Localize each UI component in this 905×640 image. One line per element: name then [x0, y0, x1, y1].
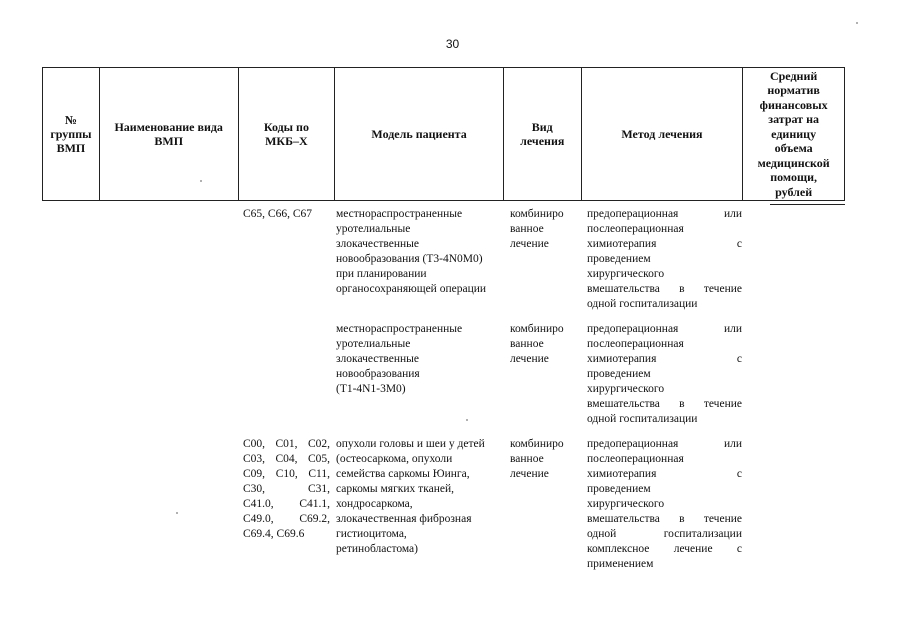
- word: предоперационная: [587, 438, 679, 450]
- header-vmp-name: [100, 68, 239, 200]
- header-treatment-kind: [504, 68, 582, 200]
- text-line: ванное: [510, 453, 544, 465]
- word: вмешательства: [587, 283, 660, 295]
- text-line: [243, 482, 330, 497]
- word: C01,: [275, 438, 298, 450]
- text-line: рублей: [775, 184, 813, 199]
- scan-speck: [200, 180, 202, 182]
- text-line: [587, 322, 742, 337]
- text-line: [587, 557, 742, 572]
- word: предоперационная: [587, 323, 679, 335]
- word: вмешательства: [587, 513, 660, 525]
- text-line: единицу: [771, 126, 817, 141]
- row2-patient-model: [336, 322, 508, 397]
- word: послеоперационная: [587, 223, 684, 235]
- word: послеоперационная: [587, 453, 684, 465]
- text-line: ванное: [510, 338, 544, 350]
- word: или: [723, 323, 742, 335]
- text-line: [587, 382, 742, 397]
- word: C04,: [275, 453, 298, 465]
- table-header: [42, 67, 845, 201]
- word: C41.1,: [299, 498, 330, 510]
- text-line: Средний: [769, 68, 818, 83]
- word: C10,: [275, 468, 298, 480]
- text-line: норматив: [767, 83, 820, 98]
- word: течение: [703, 513, 742, 525]
- word: комплексное: [587, 543, 650, 555]
- text-line: ванное: [510, 223, 544, 235]
- word: или: [723, 438, 742, 450]
- word: химиотерапия: [587, 238, 657, 250]
- text-line: [587, 252, 742, 267]
- text-line: лечение: [510, 468, 549, 480]
- text-line: опухоли головы и шеи у детей: [336, 438, 485, 450]
- text-line: [587, 352, 742, 367]
- word: одной госпитализации: [587, 298, 698, 310]
- text-line: новообразования: [336, 368, 420, 380]
- word: C03,: [243, 453, 266, 465]
- text-line: [587, 282, 742, 297]
- word: C69.4, C69.6: [243, 528, 305, 540]
- text-line: уротелиальные: [336, 338, 411, 350]
- text-line: ВМП: [154, 134, 184, 148]
- scan-speck: [466, 419, 468, 421]
- text-line: затрат на: [768, 112, 819, 127]
- text-line: [243, 452, 330, 467]
- text-line: при планировании: [336, 268, 427, 280]
- word: послеоперационная: [587, 338, 684, 350]
- text-line: [587, 237, 742, 252]
- text-line: группы: [50, 127, 92, 141]
- word: C31,: [307, 483, 330, 495]
- word: течение: [703, 283, 742, 295]
- text-line: комбиниро: [510, 323, 564, 335]
- word: лечение: [673, 543, 713, 555]
- text-line: уротелиальные: [336, 223, 411, 235]
- word: C69.2,: [299, 513, 330, 525]
- word: с: [736, 353, 742, 365]
- word: химиотерапия: [587, 353, 657, 365]
- text-line: (остеосаркома, опухоли: [336, 453, 453, 465]
- text-line: [587, 367, 742, 382]
- text-line: злокачественные: [336, 238, 419, 250]
- word: с: [736, 543, 742, 555]
- text-line: [587, 542, 742, 557]
- text-line: [587, 267, 742, 282]
- text-line: [587, 527, 742, 542]
- text-line: [587, 397, 742, 412]
- header-patient-model: Модель пациента: [335, 68, 504, 200]
- cost-column-bottom-border: [770, 204, 845, 205]
- text-line: Вид: [531, 120, 553, 134]
- word: госпитализации: [663, 528, 742, 540]
- row3-codes: [243, 437, 330, 542]
- text-line: комбиниро: [510, 208, 564, 220]
- text-line: лечения: [520, 134, 565, 148]
- word: с: [736, 238, 742, 250]
- word: C05,: [307, 453, 330, 465]
- text-line: ретинобластома): [336, 543, 418, 555]
- text-line: [587, 452, 742, 467]
- word: или: [723, 208, 742, 220]
- row2-treatment-kind: [510, 322, 580, 367]
- word: хирургического: [587, 268, 665, 280]
- text-line: саркомы мягких тканей,: [336, 483, 454, 495]
- word: в: [679, 398, 685, 410]
- page-number: 30: [445, 37, 460, 51]
- header-icd-codes: [239, 68, 336, 200]
- scan-speck: [176, 512, 178, 514]
- word: в: [679, 283, 685, 295]
- row3-treatment-method: [587, 437, 742, 572]
- row3-treatment-kind: [510, 437, 580, 482]
- word: проведением: [587, 253, 651, 265]
- word: C65, C66, C67: [243, 208, 313, 220]
- word: химиотерапия: [587, 468, 657, 480]
- text-line: местнораспространенные: [336, 208, 463, 220]
- word: C02,: [307, 438, 330, 450]
- word: C00,: [243, 438, 266, 450]
- word: C41.0,: [243, 498, 274, 510]
- word: применением: [587, 558, 654, 570]
- text-line: лечение: [510, 353, 549, 365]
- word: C49.0,: [243, 513, 274, 525]
- text-line: злокачественные: [336, 353, 419, 365]
- text-line: [243, 497, 330, 512]
- text-line: местнораспространенные: [336, 323, 463, 335]
- word: C09,: [243, 468, 266, 480]
- row1-patient-model: [336, 207, 508, 297]
- text-line: [587, 337, 742, 352]
- text-line: гистиоцитома,: [336, 528, 407, 540]
- row1-codes: [243, 207, 330, 222]
- text-line: органосохраняющей операции: [336, 283, 487, 295]
- text-line: №: [64, 113, 77, 127]
- row1-treatment-method: [587, 207, 742, 312]
- word: проведением: [587, 368, 651, 380]
- text-line: [587, 512, 742, 527]
- text-line: [243, 207, 330, 222]
- scan-speck: [856, 22, 858, 24]
- word: течение: [703, 398, 742, 410]
- word: хирургического: [587, 383, 665, 395]
- row2-treatment-method: [587, 322, 742, 427]
- word: хирургического: [587, 498, 665, 510]
- text-line: злокачественная фиброзная: [336, 513, 472, 525]
- text-line: помощи,: [770, 170, 817, 185]
- text-line: [587, 222, 742, 237]
- text-line: [587, 412, 742, 427]
- row3-patient-model: [336, 437, 508, 557]
- word: с: [736, 468, 742, 480]
- text-line: [587, 497, 742, 512]
- word: C30,: [243, 483, 266, 495]
- text-line: [243, 437, 330, 452]
- text-line: [587, 482, 742, 497]
- word: вмешательства: [587, 398, 660, 410]
- text-line: [587, 297, 742, 312]
- text-line: [587, 207, 742, 222]
- header-average-cost: [743, 68, 844, 200]
- word: одной госпитализации: [587, 413, 698, 425]
- text-line: медицинской: [757, 155, 830, 170]
- word: в: [679, 513, 685, 525]
- text-line: хондросаркома,: [336, 498, 413, 510]
- header-treatment-method: Метод лечения: [582, 68, 744, 200]
- text-line: семейства саркомы Юинга,: [336, 468, 470, 480]
- text-line: объема: [774, 141, 813, 156]
- text-line: лечение: [510, 238, 549, 250]
- word: проведением: [587, 483, 651, 495]
- text-line: [587, 467, 742, 482]
- text-line: [243, 467, 330, 482]
- text-line: [243, 512, 330, 527]
- word: одной: [587, 528, 617, 540]
- text-line: новообразования (T3-4N0M0): [336, 253, 483, 265]
- text-line: Коды по: [263, 120, 309, 134]
- text-line: (T1-4N1-3M0): [336, 383, 406, 395]
- text-line: комбиниро: [510, 438, 564, 450]
- word: предоперационная: [587, 208, 679, 220]
- text-line: ВМП: [56, 141, 86, 155]
- text-line: [587, 437, 742, 452]
- text-line: [243, 527, 330, 542]
- row1-treatment-kind: [510, 207, 580, 252]
- header-group-number: [43, 68, 100, 200]
- word: C11,: [308, 468, 330, 480]
- text-line: МКБ–Х: [265, 134, 308, 148]
- text-line: Наименование вида: [114, 120, 223, 134]
- text-line: финансовых: [759, 97, 828, 112]
